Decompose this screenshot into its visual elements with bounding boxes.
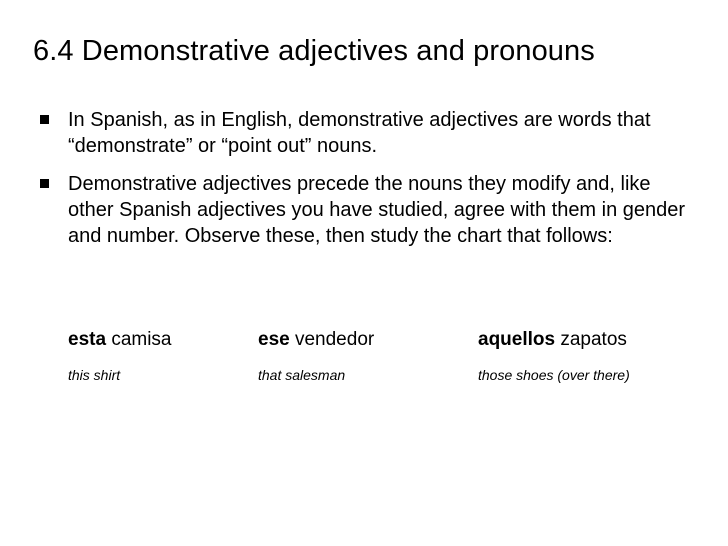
demonstrative-word: esta bbox=[68, 329, 107, 350]
example-phrases-row bbox=[68, 327, 708, 353]
noun-word: zapatos bbox=[560, 329, 627, 350]
demonstrative-word: ese bbox=[258, 329, 290, 350]
example-translation: those shoes (over there) bbox=[478, 367, 630, 383]
bullet-item bbox=[40, 107, 690, 159]
bullet-item bbox=[40, 171, 690, 249]
example-phrase bbox=[68, 327, 258, 353]
example-translation: that salesman bbox=[258, 367, 346, 383]
square-bullet-icon bbox=[40, 179, 49, 188]
bullet-text: In Spanish, as in English, demonstrative adjectives are words that “demonstrate” or “point out” nouns. bbox=[68, 109, 651, 157]
examples bbox=[68, 327, 708, 385]
noun-word: vendedor bbox=[294, 329, 375, 350]
example-phrase bbox=[258, 327, 478, 353]
square-bullet-icon bbox=[40, 115, 49, 124]
bullet-list bbox=[40, 107, 690, 249]
noun-word: camisa bbox=[111, 329, 172, 350]
slide-title: 6.4 Demonstrative adjectives and pronouns bbox=[33, 35, 595, 67]
bullet-text: Demonstrative adjectives precede the nouns they modify and, like other Spanish adjectives you have studied, agree with them in gender and number. Observe these, then study the chart that follows: bbox=[68, 173, 686, 247]
example-translation: this shirt bbox=[68, 367, 121, 383]
demonstrative-word: aquellos bbox=[478, 329, 556, 350]
example-translations-row bbox=[68, 353, 708, 385]
example-phrase bbox=[478, 327, 708, 353]
